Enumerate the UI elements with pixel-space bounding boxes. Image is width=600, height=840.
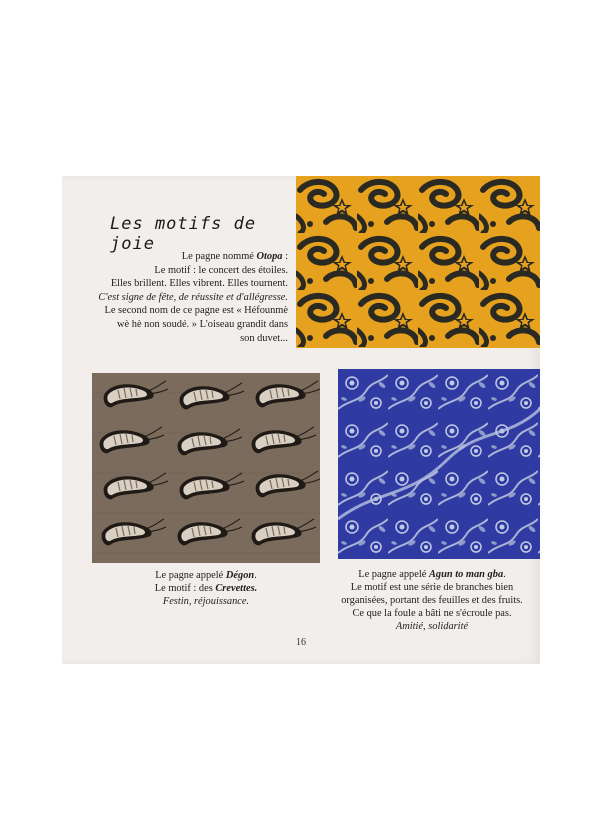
otopa-line-3: Elles brillent. Elles vibrent. Elles tournent.: [110, 278, 288, 290]
otopa-line-6: wè hè non soudé. » L'oiseau grandit dans: [117, 318, 288, 330]
agun-line-4: Ce que la foule a bâti ne s'écroule pas.: [352, 608, 512, 619]
degon-line-2: Le motif : des Crevettes.: [154, 583, 258, 594]
otopa-line-4: C'est signe de fête, de réussite et d'allégresse.: [98, 291, 288, 303]
otopa-line-7: son duvet...: [240, 332, 288, 344]
book-page: [62, 176, 540, 664]
otopa-fabric-image: [296, 176, 540, 348]
agun-line-5: Amitié, solidarité: [395, 621, 469, 632]
otopa-line-5: Le second nom de ce pagne est « Héfounmè: [104, 305, 288, 317]
otopa-description: [58, 250, 288, 345]
degon-motif-name: Crevettes.: [215, 583, 258, 594]
agun-fabric-image: [338, 369, 540, 559]
agun-line-3: organisées, portant des feuilles et des fruits.: [341, 595, 523, 606]
agun-caption: [324, 568, 540, 633]
degon-line-3: Festin, réjouissance.: [162, 596, 250, 607]
otopa-line-2: Le motif : le concert des étoiles.: [154, 264, 288, 276]
degon-name: Dégon: [225, 570, 255, 581]
page-title: Les motifs de joie: [110, 214, 257, 254]
agun-line-2: Le motif est une série de branches bien: [350, 582, 514, 593]
degon-caption: [92, 569, 320, 608]
otopa-name: Otopa: [256, 251, 283, 262]
agun-line-1: Le pagne appelé Agun to man gba.: [358, 569, 506, 580]
agun-name: Agun to man gba: [428, 569, 504, 580]
otopa-line-1: Le pagne nommé Otopa :: [181, 251, 288, 262]
degon-fabric-image: [92, 373, 320, 563]
page-number: 16: [296, 637, 306, 648]
degon-line-1: Le pagne appelé Dégon.: [155, 570, 257, 581]
